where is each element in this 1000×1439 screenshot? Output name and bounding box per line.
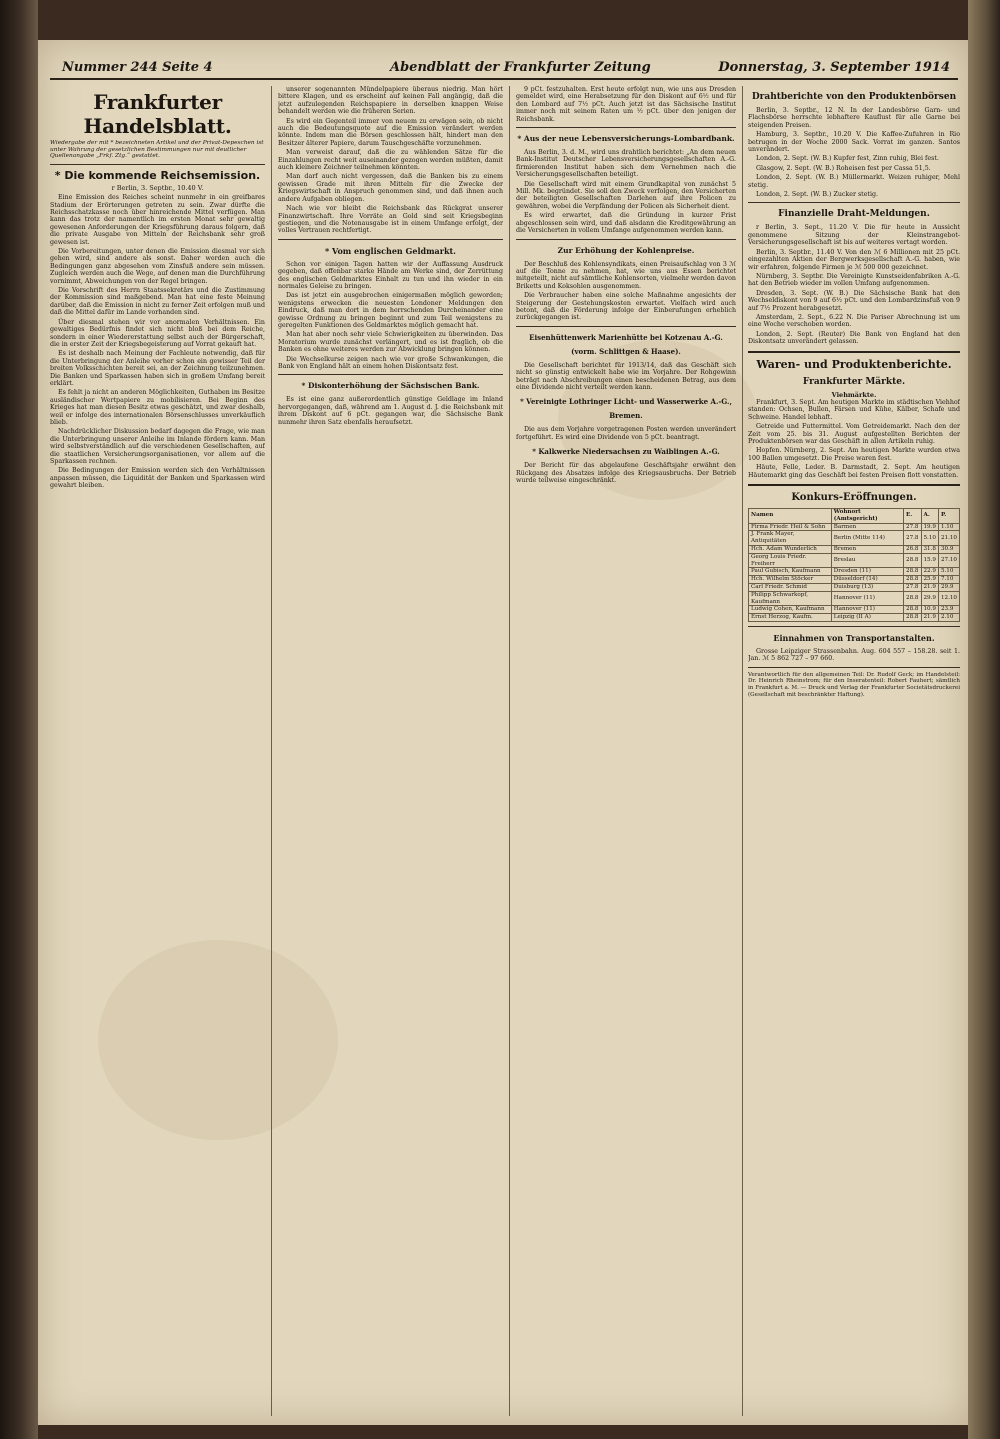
table-cell: 23.9 [938,606,959,614]
table-cell: Leipzig (II A) [831,614,903,622]
column-1 [50,86,265,1416]
article-title: * Kalkwerke Niedersachsen zu Waiblingen A.-G. [532,447,720,457]
table-cell: Breslau [831,553,903,568]
divider [278,374,503,375]
article-body [516,362,736,392]
table-cell: Düsseldorf (14) [831,576,903,584]
table-cell: 10.9 [921,606,938,614]
table-cell: 27.10 [938,553,959,568]
column-header: Namen [749,509,832,524]
paragraph: Eine Emission des Reiches scheint nunmehr in ein greifbares Stadium der Erörterungen getreten zu sein. Zwar dürfte die Reichsschatzkasse noch über hinreichende Mittel verfügen. Man kann das trotz der namentlich im ersten Monat sehr gewaltig gewesenen Anforderungen der Kriegsführung daraus folgern, daß die private Ausgabe von Mitteln der Reichsbank sehr groß gewesen ist. [50,194,265,246]
table-cell: Carl Friedr. Schmid [749,584,832,592]
paragraph: Die Vorschrift des Herrn Staatssekretärs und die Zustimmung der Kommission sind maßgebend. Man hat eine feste Meinung darüber, daß die Emission in nicht zu ferner Zeit erfolgen muß und daß die Mittel dafür im Lande vorhanden sind. [50,287,265,317]
paragraph: Schon vor einigen Tagen hatten wir der Auffassung Ausdruck gegeben, daß offenbar starke Hände am Werke sind, der Zerrüttung des englischen Geldmarktes Einhalt zu tun und ihn wieder in ein normales Geleise zu bringen. [278,260,503,290]
paragraph: Über diesmal stehen wir vor anormalen Verhältnissen. Ein gewaltiges Bedürfnis findet sich nicht bloß bei dem Reiche, sondern in einer Wiedererstattung selbst auch der Bürgerschaft, die in erster Zeit der Kriegsbegeisterung auf Vorrat gekauft hat. [50,318,265,348]
table-cell: Paul Gubisch, Kaufmann [749,568,832,576]
divider [278,239,503,240]
table-cell: 28.8 [904,591,921,606]
article-title: * Aus der neue Lebensversicherungs-Lombardbank. [517,134,735,144]
table-cell: 28.8 [904,576,921,584]
table-cell: Georg Louis Friedr. Freiherr [749,553,832,568]
paragraph: Getreide und Futtermittel. Vom Getreidemarkt. Nach den der Zeit vom 25. bis 31. August aufgestellten Berichten der Produktenbörsen war das Geschäft in allen Artikeln ruhig. [748,423,960,445]
table-row [749,591,960,606]
table-cell: 19.9 [921,523,938,531]
table-cell: 2.10 [938,614,959,622]
newspaper-page [38,40,968,1425]
column-header: E. [904,509,921,524]
paragraph: Das ist jetzt ein ausgebrochen einigermaßen möglich geworden; wenigstens erwecken die neuesten Londoner Meldungen den Eindruck, daß man dort in dem herrschenden Durcheinander eine gewisse Ordnung zu bringen beginnt und zum Teil wenigstens zu geregelten Funktionen des Geldmarktes möglich gemacht hat. [278,292,503,329]
table-cell: 25.9 [921,576,938,584]
table-row [749,606,960,614]
paper-title: Abendblatt der Frankfurter Zeitung [390,60,651,75]
table-cell: Barmen [831,523,903,531]
article-body [278,396,503,426]
column-rule [742,86,743,1416]
article-title: * Die kommende Reichsemission. [54,168,261,182]
article-title: * Diskonterhöhung der Sächsischen Bank. [301,381,480,391]
table-row [749,568,960,576]
table-cell: 21.10 [938,531,959,546]
table-cell: Hch. Wilhelm Stöcker [749,576,832,584]
paragraph: London, 2. Sept. (W. B.) Müllermarkt. Weizen ruhiger, Mehl stetig. [748,174,960,189]
paragraph: Die Vorbereitungen, unter denen die Emission diesmal vor sich gehen wird, sind andere als sonst. Daher werden auch die Bedingungen ganz abgesehen vom Zinsfuß andere sein müssen. Zugleich werden auch die Wege, auf denen man die Durchführung vornimmt, Abweichungen von der Regel bringen. [50,248,265,285]
table-row [749,614,960,622]
table-cell: 15.9 [921,553,938,568]
column-rule [271,86,272,1416]
paragraph: Dresden, 3. Sept. (W. B.) Die Sächsische Bank hat den Wechseldiskont von 9 auf 6½ pCt. und den Lombardzinsfuß von 9 auf 7½ Prozent herabgesetzt. [748,289,960,312]
paragraph: unserer sogenannten Mündelpapiere überaus niedrig. Man hört bittere Klagen, und es erscheint auf keinen Fall angängig, daß die jetzt aufzulegenden Reichspapiere in derselben knappen Weise behandelt werden wie die früheren Serien. [278,86,503,116]
table-cell: Ernst Herzog, Kaufm. [749,614,832,622]
table-cell: Bremen [831,546,903,554]
table-header [749,509,960,524]
article-body [516,426,736,441]
table-cell: 12.10 [938,591,959,606]
table-cell: Hch. Adam Wunderlich [749,546,832,554]
table-cell: Philipp Schwarkopf, Kaufmann [749,591,832,606]
article-body [50,194,265,489]
divider [516,326,736,327]
section-title: Drahtberichte von den Produktenbörsen [751,92,957,102]
paragraph: London, 2. Sept. (W. B.) Zucker stetig. [756,191,879,199]
paragraph: Hopfen. Nürnberg, 2. Sept. Am heutigen Markte wurden etwa 100 Ballen umgesetzt. Die Preise waren fest. [748,447,960,462]
article-title: * Vom englischen Geldmarkt. [325,245,456,256]
table-cell: 21.9 [921,614,938,622]
paragraph: Der Beschluß des Kohlensyndikats, einen Preisaufschlag von 3 ℳ auf die Tonne zu nehmen, hat, wie uns aus Essen berichtet mitgeteilt, nicht auf sämtliche Kohlensorten, vielmehr werden davon Briketts und Koksohlen ausgenommen. [516,260,736,290]
column-4 [748,86,960,1416]
table-row [749,546,960,554]
table-cell: 27.8 [904,523,921,531]
subsection-title: Frankfurter Märkte. [802,376,906,387]
table-cell: 1.10 [938,523,959,531]
paragraph: 9 pCt. festzuhalten. Erst heute erfolgt nun, wie uns aus Dresden gemeldet wird, eine Herabsetzung für den Diskont auf 6½ und für den Lombard auf 7½ pCt. Auch jetzt ist das Sächsische Institut immer noch mit seinem Raten um ½ pCt. über den jenigen der Reichsbank. [516,86,736,123]
table-row [749,584,960,592]
article-title: Zur Erhöhung der Kohlenpreise. [557,245,695,255]
table-cell: 27.8 [904,531,921,546]
paragraph: Grosse Leipziger Strassenbahn. Aug. 604 557 – 158.28. seit 1. Jan. ℳ 5 862 727 – 97 660. [748,647,960,663]
table-row [749,576,960,584]
paragraph: Häute, Felle, Leder. B. Darmstadt, 2. Sept. Am heutigen Häutemarkt ging das Geschäft bei festen Preisen flott vonstatten. [748,464,960,479]
table-cell: Dresden (11) [831,568,903,576]
paragraph: Die Gesellschaft berichtet für 1913/14, daß das Geschäft sich nicht so günstig entwickelt habe wie im Vorjahre. Der Rohgewinn beträgt nach Abschreibungen einen bescheidenen Betrag, aus dem eine Dividende nicht verteilt werden kann. [516,361,736,391]
table-row [749,553,960,568]
table-cell: 27.8 [904,584,921,592]
table-cell: 26.8 [904,546,921,554]
table-cell: Ludwig Cohen, Kaufmann [749,606,832,614]
divider [748,484,960,486]
paragraph: Die Verbraucher haben eine solche Maßnahme angesichts der Steigerung der Gestehungskosten erwartet. Vielfach wird auch betont, daß die Förderung infolge der Einberufungen erheblich zurückgegangen ist. [516,292,736,322]
table-row [749,531,960,546]
paragraph: Frankfurt, 3. Sept. Am heutigen Markte im städtischen Viehhof standen: Ochsen, Bullen, Färsen und Kühe, Kälber, Schafe und Schweine. Handel lebhaft. [748,398,960,421]
paragraph: Es wird ein Gegenteil immer von neuem zu erwägen sein, ob nicht auch die Bedeutungsquote auf die Emission verändert werden könnte. Indem man die Börsen geschlossen hält, hindert man den Besitzer älterer Papiere, darum Tauschgeschäfte vorzunehmen. [278,117,503,147]
table-cell: 29.9 [938,584,959,592]
divider [748,667,960,668]
paragraph: Nachdrücklicher Diskussion bedarf dagegen die Frage, wie man die Unterbringung unserer Anleihe im Inlande fördern kann. Man wird selbstverständlich auf die verschiedenen Gesellschaften, auf die staatlichen Versicherungsorganisationen, vor allem auf die Sparkassen rechnen. [50,428,265,465]
article-body [748,399,960,479]
paragraph: London, 2. Sept. (W. B.) Kupfer fest, Zinn ruhig, Blei fest. [756,155,939,163]
article-body [516,86,736,123]
book-binding [0,0,38,1439]
table-cell: 28.8 [904,606,921,614]
table-cell: 7.10 [938,576,959,584]
table-cell: 31.8 [921,546,938,554]
paragraph: Berlin, 3. Septbr., 12 N. In der Landesbörse Garn- und Flachsbörse herrschte lebhaftere Kauflust für alle Garne bei steigenden Preisen. [748,107,960,129]
paragraph: Die Gesellschaft wird mit einem Grundkapital von zunächst 5 Mill. Mk. begründet. Sie soll den Zweck verfolgen, den Versicherten der beteiligten Gesellschaften Darlehen auf ihre Policen zu gewähren, wobei die Verpfändung der Policen als Sicherheit dient. [516,180,736,210]
table-cell: 21.9 [921,584,938,592]
paragraph: Man darf auch nicht vergessen, daß die Banken bis zu einem gewissen Grade mit ihren Mitteln für die Zwecke der Kriegswirtschaft in Anspruch genommen sind, und daß ihnen auch andere Aufgaben obliegen. [278,173,503,203]
issue-date: Donnerstag, 3. September 1914 [718,60,950,75]
column-2 [278,86,503,1416]
paragraph: Die Bedingungen der Emission werden sich den Verhältnissen anpassen müssen, die Liquidität der Banken und Sparkassen wird gewahrt bleiben. [50,467,265,490]
article-body [748,107,960,198]
paragraph: Glasgow, 2. Sept. (W. B.) Roheisen fest per Cassa 51,5. [756,164,931,172]
table-cell: 22.9 [921,568,938,576]
article-body [516,261,736,322]
column-header: A. [921,509,938,524]
table-cell: 5.10 [938,568,959,576]
table-cell: 28.8 [904,568,921,576]
paragraph: Nach wie vor bleibt die Reichsbank das Rückgrat unserer Finanzwirtschaft. Ihre Vorräte an Gold sind seit Kriegsbeginn gestiegen, und die Notenausgabe ist in einem Umfange erfolgt, der volles Vertrauen rechtfertigt. [278,205,503,235]
divider [50,164,265,165]
table-cell: Hannover (11) [831,591,903,606]
column-3 [516,86,736,1416]
section-title: Konkurs-Eröffnungen. [791,492,917,504]
section-title: Einnahmen von Transportanstalten. [773,632,935,643]
divider [748,202,960,203]
paragraph: Berlin, 3. Septbr., 11.40 V. Von den ℳ 6 Millionen mit 25 pCt. eingezahlten Aktien der Bergwerksgesellschaft A.-G. haben, wie wir erfahren, folgende Firmen je ℳ 500 000 gezeichnet. [748,248,960,271]
table-cell: Firma Friedr. Heil & Sohn [749,523,832,531]
column-rule [509,86,510,1416]
table-cell: J. Frank Mayer, Antiquitäten [749,531,832,546]
paragraph: r Berlin, 3. Sept., 11.20 V. Die für heute in Aussicht genommene Sitzung der Kleinstrangebot-Versicherungsgesellschaft ist bis auf weiteres vertagt worden. [748,224,960,247]
table-cell: Hannover (11) [831,606,903,614]
divider [516,127,736,128]
table-row [749,523,960,531]
divider [748,626,960,627]
table-body [749,523,960,621]
paragraph: Nürnberg, 3. Septbr. Die Vereinigte Kunstseidenfabriken A.-G. hat den Betrieb wieder im vollen Umfang aufgenommen. [748,272,960,288]
article-body [748,224,960,345]
paragraph: Es ist deshalb nach Meinung der Fachleute notwendig, daß für die Unterbringung der Anleihe vorher schon ein gewisser Teil der breiten Volksschichten bereit sei, an der Zeichnung teilzunehmen. Die Banken und Sparkassen haben sich in großem Umfang bereit erklärt. [50,350,265,387]
article-body [516,149,736,234]
column-header: Wohnort (Amtsgericht) [831,509,903,524]
page-edge [968,0,1000,1439]
table-cell: Duisburg (13) [831,584,903,592]
sub-label: Viehmärkte. [831,390,877,399]
table-cell: 5.10 [921,531,938,546]
page-header [50,58,958,80]
paragraph: Man verweist darauf, daß die zu wählenden Sätze für die Einzahlungen recht weit auseinander gezogen werden müßten, damit auch kleinere Zeichner teilnehmen könnten. [278,149,503,172]
column-header: P. [938,509,959,524]
paragraph: London, 2. Sept. (Reuter) Die Bank von England hat den Diskontsatz unverändert gelassen. [748,330,960,346]
table-cell: 28.8 [904,553,921,568]
table-cell: 30.9 [938,546,959,554]
paragraph: Der Bericht für das abgelaufene Geschäftsjahr erwähnt den Rückgang des Absatzes infolge des Kriegsausbruchs. Der Betrieb wurde teilweise eingeschränkt. [516,462,736,484]
table-cell: 28.8 [904,614,921,622]
paragraph: Die aus dem Vorjahre vorgetragenen Posten werden unverändert fortgeführt. Es wird eine Dividende von 5 pCt. beantragt. [516,426,736,441]
issue-number: Nummer 244 Seite 4 [62,60,213,75]
divider [516,239,736,240]
paragraph: Man hat aber noch sehr viele Schwierigkeiten zu überwinden. Das Moratorium wurde zunächst verlängert, und es ist fraglich, ob die Banken es ohne weiteres werden zur Abwicklung bringen können. [278,331,503,354]
table-cell: Berlin (Mitte 114) [831,531,903,546]
article-body [278,86,503,235]
paragraph: Aus Berlin, 3. d. M., wird uns drahtlich berichtet: „An dem neuen Bank-Institut Deutscher Lebensversicherungsgesellschaften A.-G. firmierenden Institut haben sich dem Vernehmen nach die Versicherungsgesellschaften beteiligt. [516,149,736,179]
bankruptcy-table [748,508,960,622]
article-body [516,462,736,484]
paragraph: Die Wechselkurse zeigen nach wie vor große Schwankungen, die Bank von England hält an einem hohen Diskontsatz fest. [278,355,503,370]
article-title: Eisenhüttenwerk Marienhütte bei Kotzenau A.-G. (vorm. Schlittgen & Haase). [529,332,723,356]
paragraph: Es fehlt ja nicht an anderen Möglichkeiten, Guthaben im Besitze ausländischer Wertpapiere zu mobilisieren. Bei Beginn des Krieges hat man diesen Besitz etwas geschätzt, und zwar deshalb, weil er infolge des internationalen Börsenschlusses unverkäuflich blieb. [50,389,265,426]
article-title: * Vereinigte Lothringer Licht- und Wasserwerke A.-G., Bremen. [520,397,732,421]
article-body [278,261,503,371]
dateline: r Berlin, 3. Septbr., 10.40 V. [111,183,204,192]
table-cell: 29.9 [921,591,938,606]
section-title: Waren- und Produktenberichte. [756,357,952,371]
paragraph: Hamburg, 3. Septbr., 10.20 V. Die Kaffee-Zufuhren in Rio betrugen in der Woche 2000 Sack. Vorrat im ganzen. Santos unverändert. [748,131,960,154]
imprint: Verantwortlich für den allgemeinen Teil: Dr. Rudolf Geck; im Handelsteil: Dr. Heinrich Rheinstrom; für den Inseratenteil: Robert Fauhert; sämtlich in Frankfurt a. M. — Druck und Verlag der Frankfurter Societätsdruckerei (Gesellschaft mit beschränkter Haftung). [748,671,960,698]
reprint-note: Wiedergabe der mit * bezeichneten Artikel und der Privat-Depeschen ist unter Wahrung der gesetzlichen Bestimmungen nur mit deutlicher Quellenangabe „Frkf. Ztg.“ gestattet. [50,140,264,160]
divider [748,351,960,353]
section-masthead: Frankfurter Handelsblatt. [83,90,232,138]
paragraph: Es ist eine ganz außerordentlich günstige Geldlage im Inland hervorgegangen, daß, während am 1. August d. J. die Reichsbank mit ihrem Diskont auf 6 pCt. gegangen war, die Sächsische Bank nunmehr ihren Satz ebenfalls heraufsetzt. [278,396,503,426]
paragraph: Amsterdam, 2. Sept., 6.22 N. Die Pariser Abrechnung ist um eine Woche verschoben worden. [748,313,960,329]
article-body [748,648,960,663]
paragraph: Es wird erwartet, daß die Gründung in kurzer Frist abgeschlossen sein wird, und daß alsdann die Kreditgewährung an die Versicherten in vollem Umfange aufgenommen werden kann. [516,212,736,235]
section-title: Finanzielle Draht-Meldungen. [778,209,930,220]
